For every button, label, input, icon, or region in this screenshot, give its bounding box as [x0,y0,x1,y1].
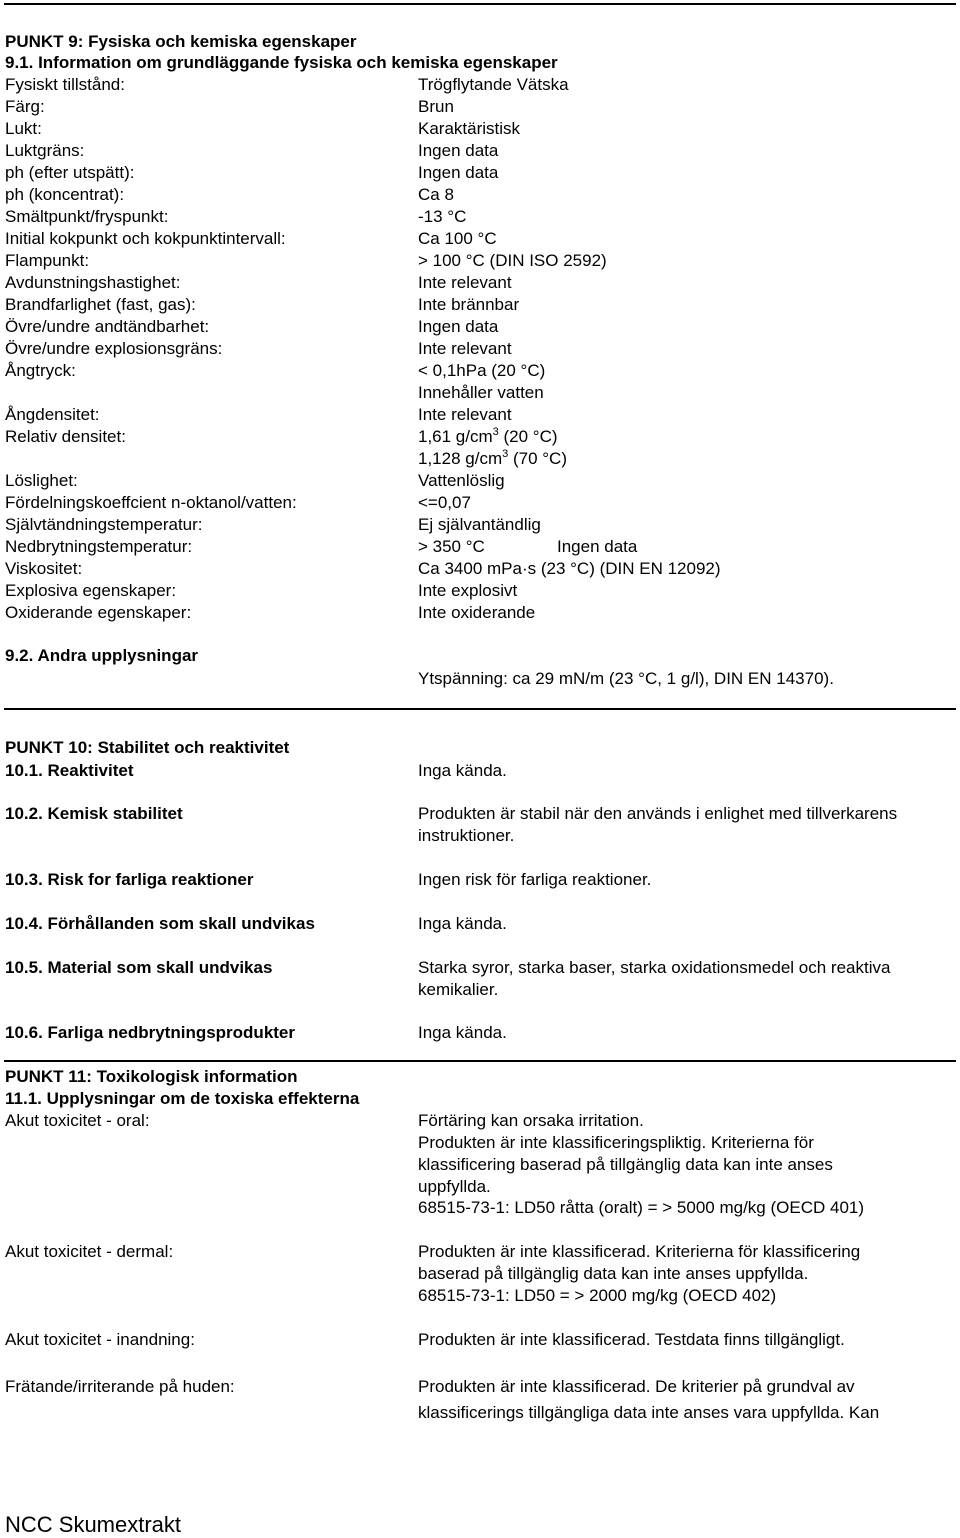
prop-label: Avdunstningshastighet: [5,273,181,292]
tox-oral-line: Förtäring kan orsaka irritation. [418,1111,644,1130]
tox-inhal-value: Produkten är inte klassificerad. Testdata finns tillgängligt. [418,1330,845,1349]
tox-oral-line: 68515-73-1: LD50 råtta (oralt) = > 5000 mg/kg (OECD 401) [418,1198,865,1217]
prop-label: Initial kokpunkt och kokpunktintervall: [5,229,286,248]
tox-oral-line: uppfyllda. [418,1177,491,1196]
prop-value: > 350 °C [418,537,485,556]
s10-label: 10.2. Kemisk stabilitet [5,804,183,823]
prop-label: Explosiva egenskaper: [5,581,177,600]
prop-label: Oxiderande egenskaper: [5,603,192,622]
tox-oral-line: klassificering baserad på tillgänglig data kan inte anses [418,1155,833,1174]
prop-value: Ingen data [418,163,499,182]
prop-value: Inte explosivt [418,581,518,600]
prop-label: Nedbrytningstemperatur: [5,537,193,556]
s10-label: 10.3. Risk for farliga reaktioner [5,870,254,889]
section-divider [4,1060,956,1062]
section-11-1-heading: 11.1. Upplysningar om de toxiska effekterna [5,1089,360,1108]
tox-oral-label: Akut toxicitet - oral: [5,1111,150,1130]
tox-skin-label: Frätande/irriterande på huden: [5,1377,235,1396]
prop-value: Trögflytande Vätska [418,75,569,94]
tox-skin-line: Produkten är inte klassificerad. De kriterier på grundval av [418,1377,855,1396]
s10-value: Produkten är stabil när den används i enlighet med tillverkarens instruktioner. [418,804,898,845]
prop-label: Flampunkt: [5,251,90,270]
section-9-2-value: Ytspänning: ca 29 mN/m (23 °C, 1 g/l), DIN EN 14370). [418,669,834,688]
s10-label: 10.4. Förhållanden som skall undvikas [5,914,315,933]
prop-label: Ångtryck: [5,361,76,380]
prop-label: ph (koncentrat): [5,185,125,204]
section-11-heading: PUNKT 11: Toxikologisk information [5,1067,298,1086]
prop-label: Smältpunkt/fryspunkt: [5,207,169,226]
prop-value: Inte relevant [418,273,512,292]
section-divider [4,708,956,710]
density-temp-2: (70 °C) [508,449,567,468]
prop-label: Brandfarlighet (fast, gas): [5,295,196,314]
prop-value: < 0,1hPa (20 °C) [418,361,546,380]
prop-label: Lukt: [5,119,42,138]
density-temp-1: (20 °C) [498,427,558,446]
prop-value: -13 °C [418,207,467,226]
s10-label: 10.6. Farliga nedbrytningsprodukter [5,1023,296,1042]
prop-label: Ångdensitet: [5,405,100,424]
superscript: 3 [492,426,499,438]
prop-value: <=0,07 [418,493,471,512]
s10-value: Inga kända. [418,914,507,933]
prop-value: Innehåller vatten [418,383,544,402]
prop-value: Ca 100 °C [418,229,497,248]
section-9-1-heading: 9.1. Information om grundläggande fysiska och kemiska egenskaper [5,53,558,72]
prop-value: Ingen data [418,141,499,160]
prop-value-secondary: Ingen data [557,537,638,556]
density-value-1: 1,61 g/cm [418,427,493,446]
s10-label: 10.5. Material som skall undvikas [5,958,273,977]
prop-value: Inte relevant [418,405,512,424]
prop-value: Karaktäristisk [418,119,521,138]
prop-value: Ingen data [418,317,499,336]
prop-label: Viskositet: [5,559,83,578]
top-rule [4,3,956,5]
s10-value: Inga kända. [418,1023,507,1042]
prop-label: Fysiskt tillstånd: [5,75,125,94]
prop-value: Ca 3400 mPa·s (23 °C) (DIN EN 12092) [418,559,721,578]
prop-value: Inte oxiderande [418,603,536,622]
prop-value: Ca 8 [418,185,454,204]
tox-skin-line: klassificerings tillgängliga data inte anses vara uppfyllda. Kan [418,1403,880,1422]
s10-value: Starka syror, starka baser, starka oxidationsmedel och reaktiva kemikalier. [418,958,891,999]
prop-label: Övre/undre andtändbarhet: [5,317,210,336]
prop-label: Övre/undre explosionsgräns: [5,339,223,358]
prop-value [418,448,567,472]
prop-value: > 100 °C (DIN ISO 2592) [418,251,607,270]
tox-dermal-line: baserad på tillgänglig data kan inte anses uppfyllda. [418,1264,809,1283]
prop-value: Inte brännbar [418,295,520,314]
section-10-heading: PUNKT 10: Stabilitet och reaktivitet [5,738,290,757]
prop-label: Fördelningskoeffcient n-oktanol/vatten: [5,493,297,512]
tox-inhal-label: Akut toxicitet - inandning: [5,1330,195,1349]
section-9-heading: PUNKT 9: Fysiska och kemiska egenskaper [5,32,357,51]
prop-label: Färg: [5,97,45,116]
s10-value: Ingen risk för farliga reaktioner. [418,870,652,889]
prop-value: Brun [418,97,454,116]
superscript: 3 [502,448,509,460]
s10-value: Inga kända. [418,761,507,780]
prop-label: Självtändningstemperatur: [5,515,203,534]
prop-value: Ej självantändlig [418,515,541,534]
tox-dermal-line: Produkten är inte klassificerad. Kriterierna för klassificering [418,1242,861,1261]
prop-value [418,426,558,450]
footer-product-name: NCC Skumextrakt [5,1512,182,1537]
prop-label: Relativ densitet: [5,427,126,446]
prop-label: Luktgräns: [5,141,85,160]
density-value-2: 1,128 g/cm [418,449,503,468]
s10-label: 10.1. Reaktivitet [5,761,134,780]
tox-oral-line: Produkten är inte klassificeringspliktig. Kriterierna för [418,1133,814,1152]
prop-value: Inte relevant [418,339,512,358]
section-9-2-heading: 9.2. Andra upplysningar [5,646,199,665]
tox-dermal-line: 68515-73-1: LD50 = > 2000 mg/kg (OECD 402) [418,1286,777,1305]
prop-value: Vattenlöslig [418,471,505,490]
prop-label: Löslighet: [5,471,78,490]
prop-label: ph (efter utspätt): [5,163,135,182]
tox-dermal-label: Akut toxicitet - dermal: [5,1242,174,1261]
